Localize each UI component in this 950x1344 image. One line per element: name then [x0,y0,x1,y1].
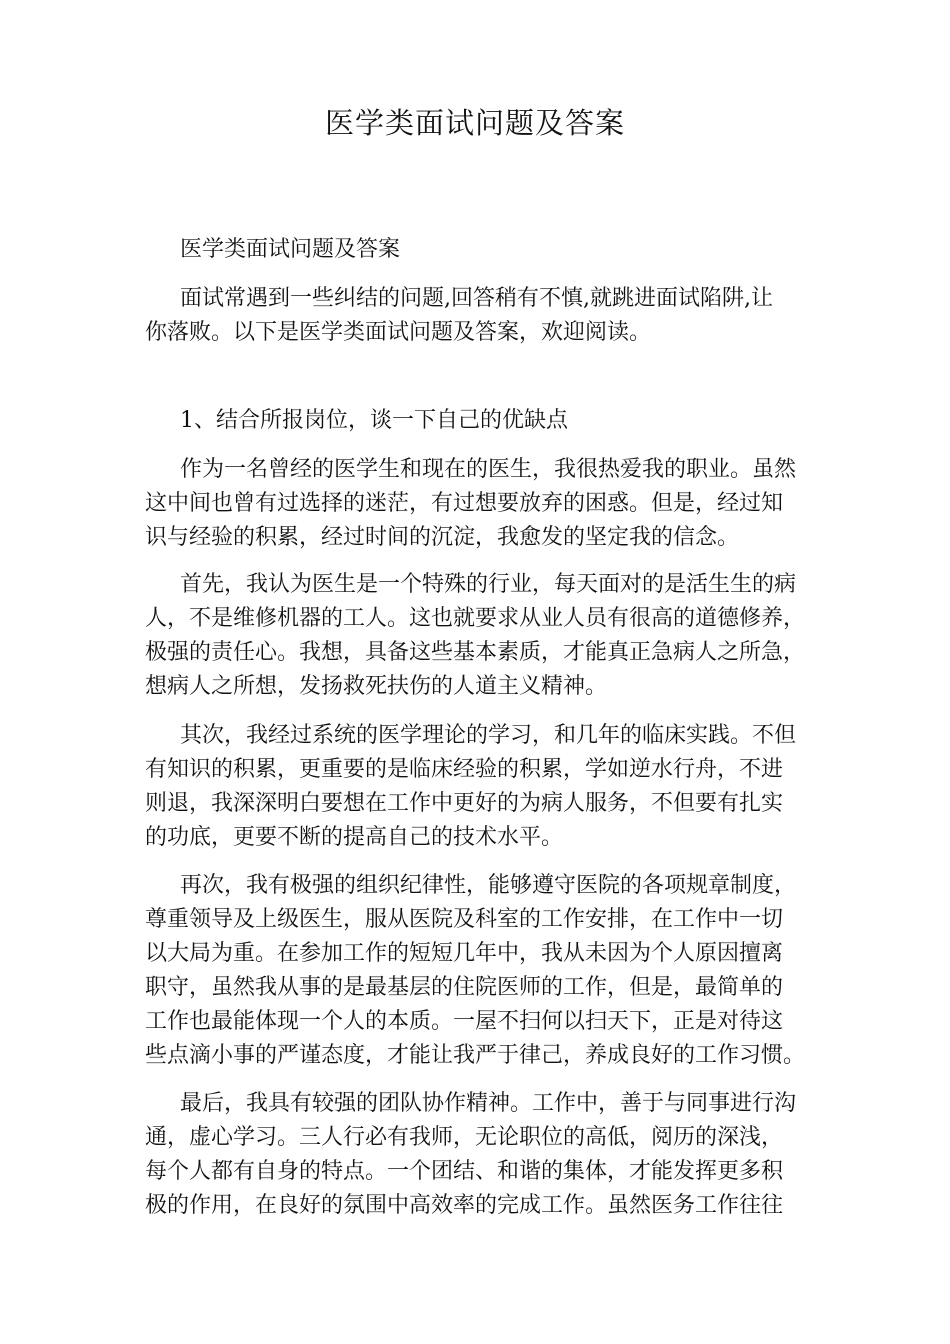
text-line: 你落败。以下是医学类面试问题及答案，欢迎阅读。 [145,320,652,345]
text-line: 职守，虽然我从事的是最基层的住院医师的工作，但是，最简单的 [145,975,784,1000]
text-line: 工作也最能体现一个人的本质。一屋不扫何以扫天下，正是对待这 [145,1009,784,1034]
text-line: 通，虚心学习。三人行必有我师，无论职位的高低，阅历的深浅， [145,1125,784,1150]
text-line: 面试常遇到一些纠结的问题,回答稍有不慎,就跳进面试陷阱,让 [180,286,773,311]
text-line: 人，不是维修机器的工人。这也就要求从业人员有很高的道德修养， [145,606,806,631]
section-heading-text: 医学类面试问题及答案 [180,237,401,262]
text-line: 每个人都有自身的特点。一个团结、和谐的集体，才能发挥更多积 [145,1159,784,1184]
text-line: 则退，我深深明白要想在工作中更好的为病人服务，不但要有扎实 [145,791,784,816]
document-title: 医学类面试问题及答案 [324,106,625,140]
answer-paragraph-3 [145,719,825,855]
answer-paragraph-4 [145,869,825,1073]
text-line: 尊重领导及上级医生，服从医院及科室的工作安排，在工作中一切 [145,907,784,932]
text-line: 作为一名曾经的医学生和现在的医生，我很热爱我的职业。虽然 [180,457,797,482]
text-line: 的功底，更要不断的提高自己的技术水平。 [145,825,564,850]
answer-paragraph-5 [145,1087,825,1223]
text-line: 其次，我经过系统的医学理论的学习，和几年的临床实践。不但 [180,723,797,748]
text-line: 些点滴小事的严谨态度，才能让我严于律己，养成良好的工作习惯。 [145,1043,806,1068]
text-line: 有知识的积累，更重要的是临床经验的积累，学如逆水行舟，不进 [145,757,784,782]
section-heading [145,233,825,267]
text-line: 以大局为重。在参加工作的短短几年中，我从未因为个人原因擅离 [145,941,784,966]
text-line: 再次，我有极强的组织纪律性，能够遵守医院的各项规章制度， [180,873,797,898]
intro-paragraph [145,282,825,350]
text-line: 极的作用，在良好的氛围中高效率的完成工作。虽然医务工作往往 [145,1193,784,1218]
answer-paragraph-1 [145,453,825,555]
text-line: 最后，我具有较强的团队协作精神。工作中，善于与同事进行沟 [180,1091,797,1116]
answer-paragraph-2 [145,568,825,704]
text-line: 想病人之所想，发扬救死扶伤的人道主义精神。 [145,674,608,699]
text-line: 极强的责任心。我想，具备这些基本素质，才能真正急病人之所急， [145,640,806,665]
question-text: 1、结合所报岗位，谈一下自己的优缺点 [180,408,568,433]
text-line: 识与经验的积累，经过时间的沉淀，我愈发的坚定我的信念。 [145,525,740,550]
question-heading [145,404,825,438]
text-line: 首先，我认为医生是一个特殊的行业，每天面对的是活生生的病 [180,572,797,597]
text-line: 这中间也曾有过选择的迷茫，有过想要放弃的困惑。但是，经过知 [145,491,784,516]
